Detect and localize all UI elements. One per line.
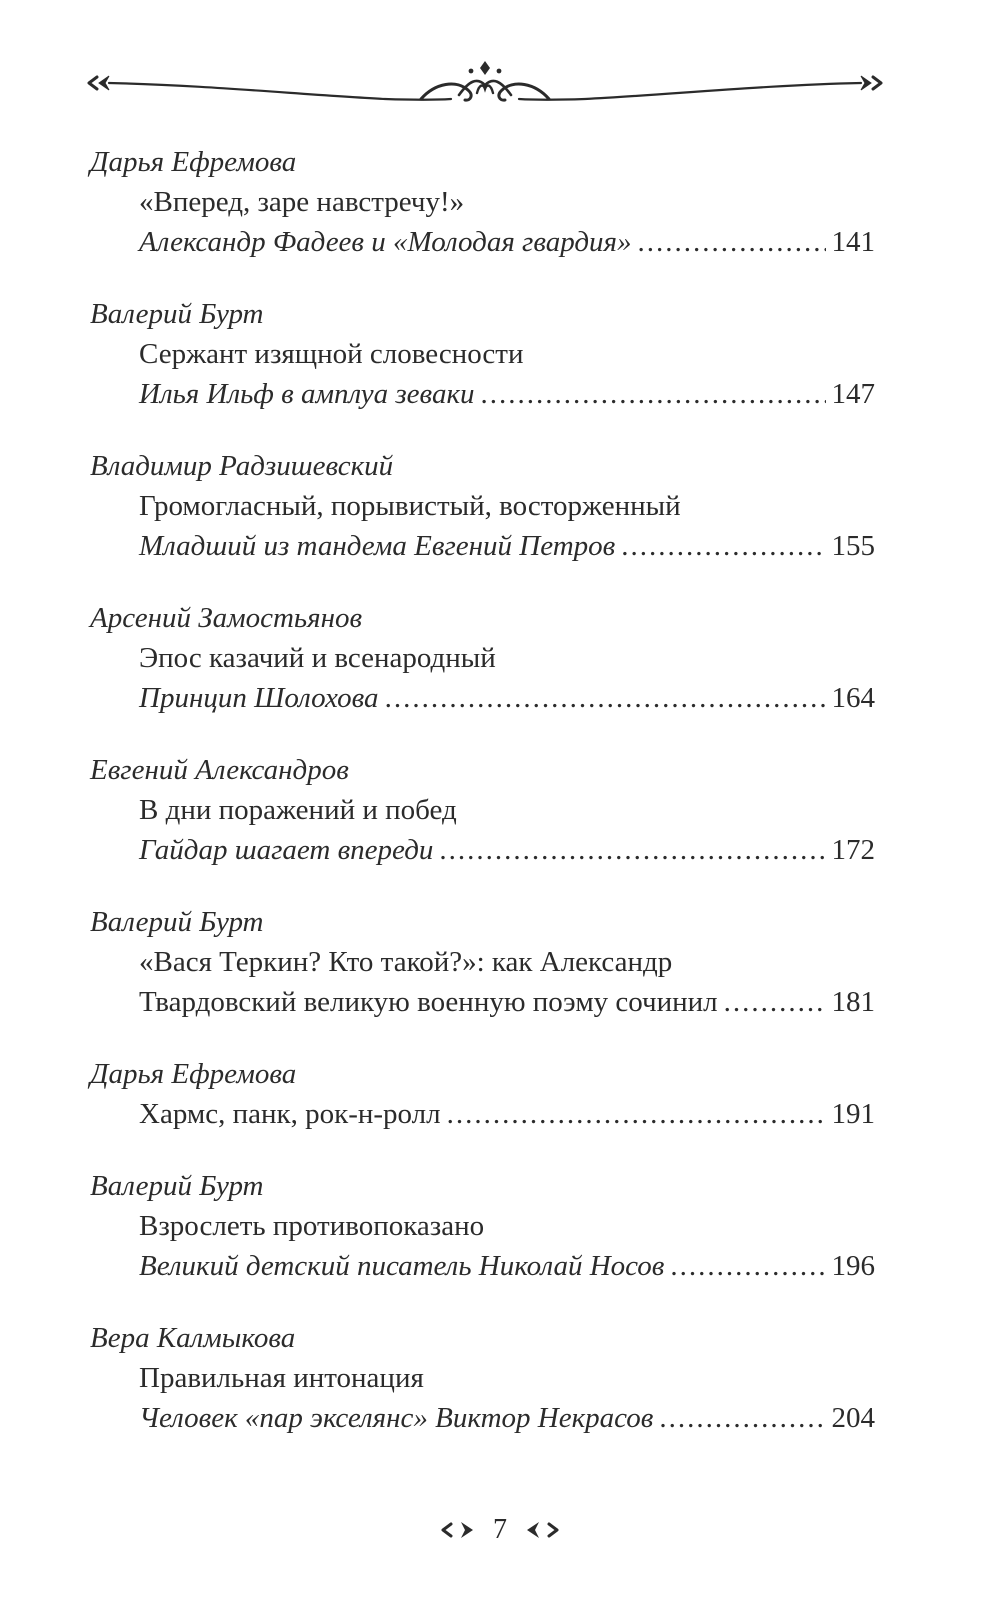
arrow-left-ornament-icon [525, 1518, 559, 1542]
entry-page-number: 181 [831, 986, 875, 1018]
entry-author: Дарья Ефремова [90, 146, 297, 178]
toc-entry [90, 446, 875, 566]
entry-author: Валерий Бурт [90, 1170, 264, 1202]
toc-entry [90, 902, 875, 1022]
entry-author: Валерий Бурт [90, 298, 264, 330]
entry-subtitle: Человек «пар экселянс» Виктор Некрасов [139, 1402, 654, 1434]
dot-leader [638, 222, 826, 262]
entry-subtitle: Илья Ильф в амплуа зеваки [139, 378, 475, 410]
entry-title: В дни поражений и побед [139, 794, 457, 826]
dot-leader [670, 1246, 825, 1286]
entry-author: Дарья Ефремова [90, 1058, 297, 1090]
entry-subtitle: Принцип Шолохова [139, 682, 379, 714]
entry-page-number: 155 [831, 530, 875, 562]
toc-entry [90, 598, 875, 718]
toc-entry [90, 1054, 875, 1134]
entry-subtitle-line [90, 830, 875, 870]
entry-title: Сержант изящной словесности [139, 338, 524, 370]
flourish-divider-icon [85, 55, 885, 125]
dot-leader [621, 526, 825, 566]
entry-subtitle: Великий детский писатель Николай Носов [139, 1250, 665, 1282]
dot-leader [439, 830, 825, 870]
entry-subtitle-line [90, 526, 875, 566]
entry-title: Эпос казачий и всенародный [139, 642, 496, 674]
dot-leader [724, 982, 826, 1022]
entry-title-line [90, 1094, 875, 1134]
entry-title: «Вперед, заре навстречу!» [139, 186, 465, 218]
entry-title: Громогласный, порывистый, восторженный [139, 490, 681, 522]
entry-subtitle-line [90, 222, 875, 262]
entry-page-number: 172 [831, 834, 875, 866]
entry-title: «Вася Теркин? Кто такой?»: как Александр [139, 946, 673, 978]
page-footer [0, 1510, 1000, 1550]
entry-subtitle: Младший из тандема Евгений Петров [139, 530, 616, 562]
entry-author: Евгений Александров [90, 754, 349, 786]
entry-page-number: 191 [831, 1098, 875, 1130]
entry-author: Вера Калмыкова [90, 1322, 296, 1354]
entry-subtitle-line [90, 374, 875, 414]
dot-leader [659, 1398, 825, 1438]
entry-author: Арсений Замостьянов [90, 602, 363, 634]
entry-title-cont-line [90, 982, 875, 1022]
dot-leader [481, 374, 826, 414]
entry-title-cont: Твардовский великую военную поэму сочинил [139, 986, 718, 1018]
dot-leader [385, 678, 826, 718]
entry-subtitle: Гайдар шагает впереди [139, 834, 434, 866]
arrow-right-ornament-icon [441, 1518, 475, 1542]
dot-leader [447, 1094, 826, 1134]
entry-page-number: 141 [831, 226, 875, 258]
entry-author: Валерий Бурт [90, 906, 264, 938]
toc-entry [90, 750, 875, 870]
entry-page-number: 147 [831, 378, 875, 410]
entry-subtitle: Александр Фадеев и «Молодая гвардия» [139, 226, 632, 258]
entry-subtitle-line [90, 678, 875, 718]
toc-entry [90, 1318, 875, 1438]
entry-subtitle-line [90, 1246, 875, 1286]
entry-page-number: 196 [831, 1250, 875, 1282]
page-number: 7 [493, 1514, 507, 1545]
entry-page-number: 164 [831, 682, 875, 714]
toc-entry [90, 294, 875, 414]
entry-author: Владимир Радзишевский [90, 450, 394, 482]
entry-subtitle-line [90, 1398, 875, 1438]
toc-entry [90, 1166, 875, 1286]
entry-title: Взрослеть противопоказано [139, 1210, 485, 1242]
entry-title: Хармс, панк, рок-н-ролл [139, 1098, 441, 1130]
entry-title: Правильная интонация [139, 1362, 424, 1394]
table-of-contents [90, 142, 875, 1470]
entry-page-number: 204 [831, 1402, 875, 1434]
toc-entry [90, 142, 875, 262]
